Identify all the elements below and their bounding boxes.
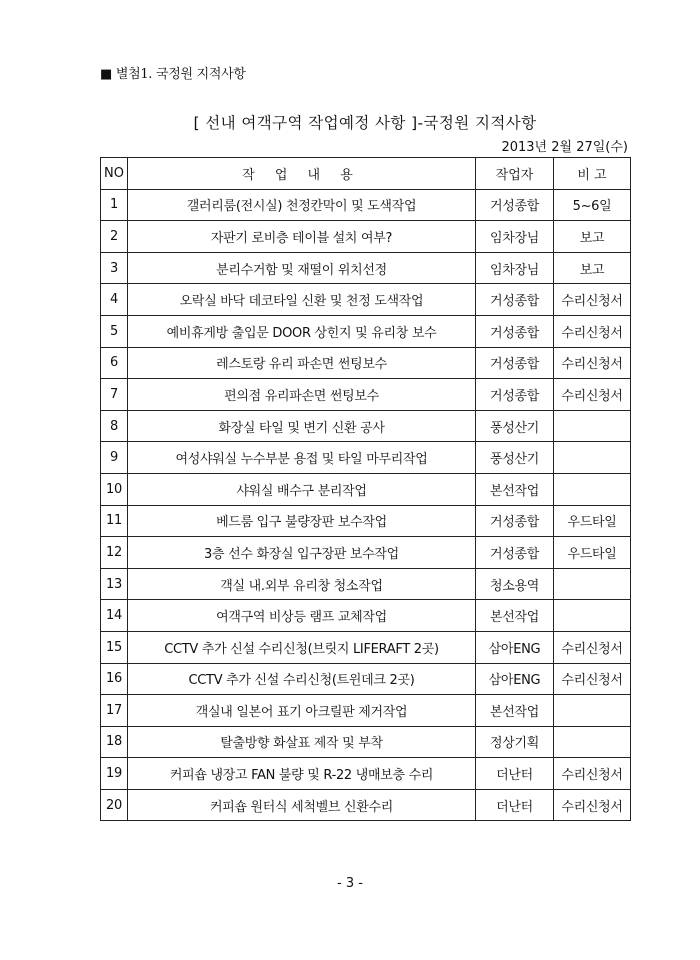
cell-worker: 정상기획: [476, 726, 554, 758]
header-note: 비 고: [554, 158, 631, 190]
cell-note: [554, 442, 631, 474]
cell-note: 수리신청서: [554, 347, 631, 379]
cell-worker: 더난터: [476, 789, 554, 821]
table-row: [101, 505, 631, 537]
table-row: [101, 663, 631, 695]
cell-task: 3층 선수 화장실 입구장판 보수작업: [128, 537, 476, 569]
cell-no: 7: [101, 379, 128, 411]
cell-task: 예비휴게방 출입문 DOOR 상힌지 및 유리창 보수: [128, 315, 476, 347]
cell-note: [554, 473, 631, 505]
cell-worker: 거성종합: [476, 315, 554, 347]
table-row: [101, 442, 631, 474]
cell-task: 갤러리룸(전시실) 천정칸막이 및 도색작업: [128, 189, 476, 221]
cell-worker: 본선작업: [476, 473, 554, 505]
cell-note: 우드타일: [554, 537, 631, 569]
table-header-row: [101, 158, 631, 190]
cell-no: 5: [101, 315, 128, 347]
cell-no: 20: [101, 789, 128, 821]
header-task: 작 업 내 용: [128, 158, 476, 190]
table-row: [101, 379, 631, 411]
cell-worker: 풍성산기: [476, 442, 554, 474]
cell-worker: 거성종합: [476, 284, 554, 316]
cell-task: 레스토랑 유리 파손면 썬팅보수: [128, 347, 476, 379]
cell-worker: 청소용역: [476, 568, 554, 600]
cell-task: 화장실 타일 및 변기 신환 공사: [128, 410, 476, 442]
table-row: [101, 347, 631, 379]
cell-no: 12: [101, 537, 128, 569]
cell-no: 17: [101, 695, 128, 727]
cell-note: 수리신청서: [554, 789, 631, 821]
cell-note: 수리신청서: [554, 379, 631, 411]
cell-worker: 풍성산기: [476, 410, 554, 442]
table-row: [101, 284, 631, 316]
table-row: [101, 537, 631, 569]
cell-task: 편의점 유리파손면 썬팅보수: [128, 379, 476, 411]
cell-task: CCTV 추가 신설 수리신청(트윈데크 2곳): [128, 663, 476, 695]
cell-no: 8: [101, 410, 128, 442]
cell-worker: 삼아ENG: [476, 663, 554, 695]
cell-worker: 거성종합: [476, 379, 554, 411]
cell-note: 5~6일: [554, 189, 631, 221]
cell-task: 객실 내.외부 유리창 청소작업: [128, 568, 476, 600]
cell-task: 오락실 바닥 데코타일 신환 및 천정 도색작업: [128, 284, 476, 316]
cell-no: 4: [101, 284, 128, 316]
cell-no: 10: [101, 473, 128, 505]
cell-task: 자판기 로비층 테이블 설치 여부?: [128, 221, 476, 253]
cell-no: 9: [101, 442, 128, 474]
cell-worker: 본선작업: [476, 695, 554, 727]
cell-task: 여객구역 비상등 램프 교체작업: [128, 600, 476, 632]
cell-note: [554, 600, 631, 632]
cell-task: 분리수거함 및 재떨이 위치선정: [128, 252, 476, 284]
page-number: - 3 -: [337, 876, 363, 891]
cell-no: 16: [101, 663, 128, 695]
cell-worker: 더난터: [476, 758, 554, 790]
cell-no: 13: [101, 568, 128, 600]
cell-no: 14: [101, 600, 128, 632]
cell-note: 우드타일: [554, 505, 631, 537]
cell-note: [554, 410, 631, 442]
table-row: [101, 695, 631, 727]
work-schedule-table: [100, 157, 631, 821]
table-row: [101, 189, 631, 221]
cell-note: [554, 726, 631, 758]
cell-no: 2: [101, 221, 128, 253]
cell-no: 6: [101, 347, 128, 379]
cell-note: 수리신청서: [554, 631, 631, 663]
cell-note: 수리신청서: [554, 663, 631, 695]
cell-worker: 거성종합: [476, 505, 554, 537]
document-date: 2013년 2월 27일(수): [501, 140, 628, 155]
table-row: [101, 726, 631, 758]
cell-worker: 삼아ENG: [476, 631, 554, 663]
cell-task: 커피숍 원터식 세척벨브 신환수리: [128, 789, 476, 821]
cell-no: 18: [101, 726, 128, 758]
cell-worker: 거성종합: [476, 537, 554, 569]
cell-no: 19: [101, 758, 128, 790]
cell-no: 11: [101, 505, 128, 537]
cell-no: 15: [101, 631, 128, 663]
table-row: [101, 221, 631, 253]
cell-worker: 거성종합: [476, 347, 554, 379]
cell-note: [554, 695, 631, 727]
cell-note: 보고: [554, 221, 631, 253]
table-row: [101, 789, 631, 821]
cell-task: CCTV 추가 신설 수리신청(브릿지 LIFERAFT 2곳): [128, 631, 476, 663]
header-no: NO: [101, 158, 128, 190]
cell-task: 객실내 일본어 표기 아크릴판 제거작업: [128, 695, 476, 727]
table-row: [101, 631, 631, 663]
cell-worker: 거성종합: [476, 189, 554, 221]
cell-note: 수리신청서: [554, 284, 631, 316]
header-worker: 작업자: [476, 158, 554, 190]
table-row: [101, 568, 631, 600]
cell-no: 3: [101, 252, 128, 284]
cell-note: 보고: [554, 252, 631, 284]
cell-worker: 임차장님: [476, 252, 554, 284]
cell-no: 1: [101, 189, 128, 221]
cell-worker: 임차장님: [476, 221, 554, 253]
table-row: [101, 600, 631, 632]
table-row: [101, 252, 631, 284]
table-row: [101, 758, 631, 790]
cell-task: 샤워실 배수구 분리작업: [128, 473, 476, 505]
table-row: [101, 473, 631, 505]
cell-worker: 본선작업: [476, 600, 554, 632]
cell-task: 커피숍 냉장고 FAN 불량 및 R-22 냉매보충 수리: [128, 758, 476, 790]
cell-task: 탈출방향 화살표 제작 및 부착: [128, 726, 476, 758]
table-row: [101, 410, 631, 442]
document-title: [ 선내 여객구역 작업예정 사항 ]-국정원 지적사항: [193, 114, 537, 132]
cell-task: 베드룸 입구 불량장판 보수작업: [128, 505, 476, 537]
cell-note: 수리신청서: [554, 758, 631, 790]
cell-note: [554, 568, 631, 600]
cell-note: 수리신청서: [554, 315, 631, 347]
cell-task: 여성샤워실 누수부분 용접 및 타일 마무리작업: [128, 442, 476, 474]
table-row: [101, 315, 631, 347]
attachment-label: ■ 별첨1. 국정원 지적사항: [100, 67, 246, 82]
